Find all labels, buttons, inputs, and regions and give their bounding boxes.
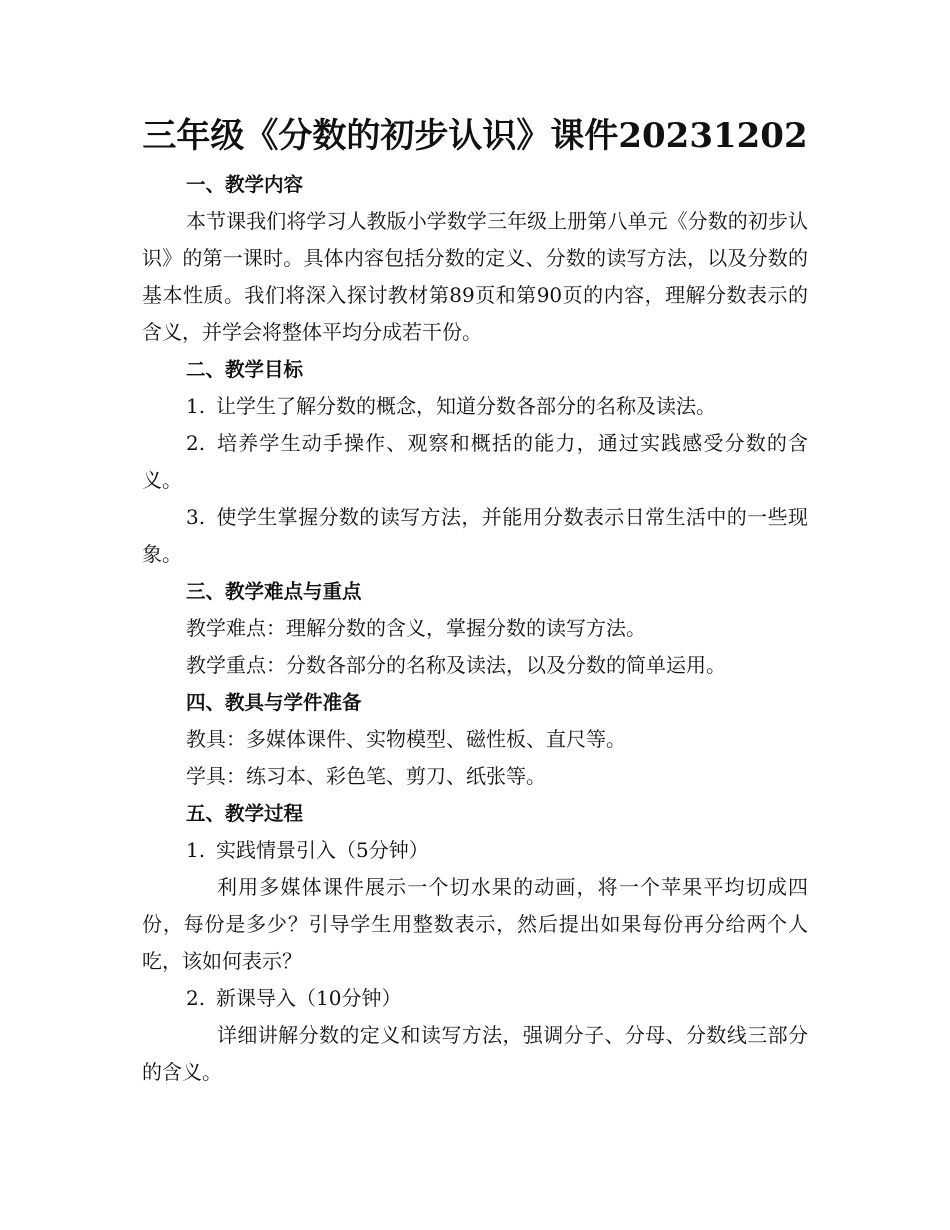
section-heading-materials: 四、教具与学件准备 bbox=[186, 691, 362, 714]
goal-item bbox=[142, 499, 808, 573]
document-page bbox=[142, 112, 808, 1091]
process-step-paragraph: 详细讲解分数的定义和读写方法，强调分子、分母、分数线三部分的含义。 bbox=[142, 1023, 808, 1084]
goal-item-text: 让学生了解分数的概念，知道分数各部分的名称及读法。 bbox=[216, 394, 716, 418]
section-heading-teaching-process: 五、教学过程 bbox=[186, 802, 304, 825]
goal-item-number: 2. bbox=[186, 431, 206, 455]
document-title: 三年级《分数的初步认识》课件20231202 bbox=[142, 116, 808, 156]
learning-aids-line: 学具：练习本、彩色笔、剪刀、纸张等。 bbox=[186, 764, 546, 788]
goal-item-number: 1. bbox=[186, 394, 206, 418]
teaching-content-paragraph: 本节课我们将学习人教版小学数学三年级上册第八单元《分数的初步认识》的第一课时。具体内容包括分数的定义、分数的读写方法，以及分数的基本性质。我们将深入探讨教材第89页和第90页的内容，理解分数表示的含义，并学会将整体平均分成若干份。 bbox=[142, 209, 808, 344]
section-heading-teaching-content: 一、教学内容 bbox=[186, 173, 304, 196]
teaching-key-point-line: 教学重点：分数各部分的名称及读法，以及分数的简单运用。 bbox=[186, 653, 726, 677]
goal-item bbox=[142, 388, 808, 425]
process-step-number: 1. bbox=[186, 838, 206, 862]
goal-item-number: 3. bbox=[186, 505, 206, 529]
goal-item bbox=[142, 425, 808, 499]
process-step-title-text: 实践情景引入（5分钟） bbox=[216, 838, 429, 862]
goal-item-text: 使学生掌握分数的读写方法，并能用分数表示日常生活中的一些现象。 bbox=[142, 505, 808, 566]
process-step-number: 2. bbox=[186, 986, 206, 1010]
section-heading-difficulty-and-key-points: 三、教学难点与重点 bbox=[186, 580, 362, 603]
process-step-title bbox=[142, 980, 808, 1017]
teaching-difficulty-line: 教学难点：理解分数的含义，掌握分数的读写方法。 bbox=[186, 616, 646, 640]
teaching-aids-line: 教具：多媒体课件、实物模型、磁性板、直尺等。 bbox=[186, 727, 626, 751]
goal-item-text: 培养学生动手操作、观察和概括的能力，通过实践感受分数的含义。 bbox=[142, 431, 808, 492]
process-step-title bbox=[142, 832, 808, 869]
section-heading-teaching-goals: 二、教学目标 bbox=[186, 358, 304, 381]
process-step-title-text: 新课导入（10分钟） bbox=[216, 986, 402, 1010]
process-step-paragraph: 利用多媒体课件展示一个切水果的动画，将一个苹果平均切成四份，每份是多少？引导学生用整数表示，然后提出如果每份再分给两个人吃，该如何表示？ bbox=[142, 875, 808, 973]
